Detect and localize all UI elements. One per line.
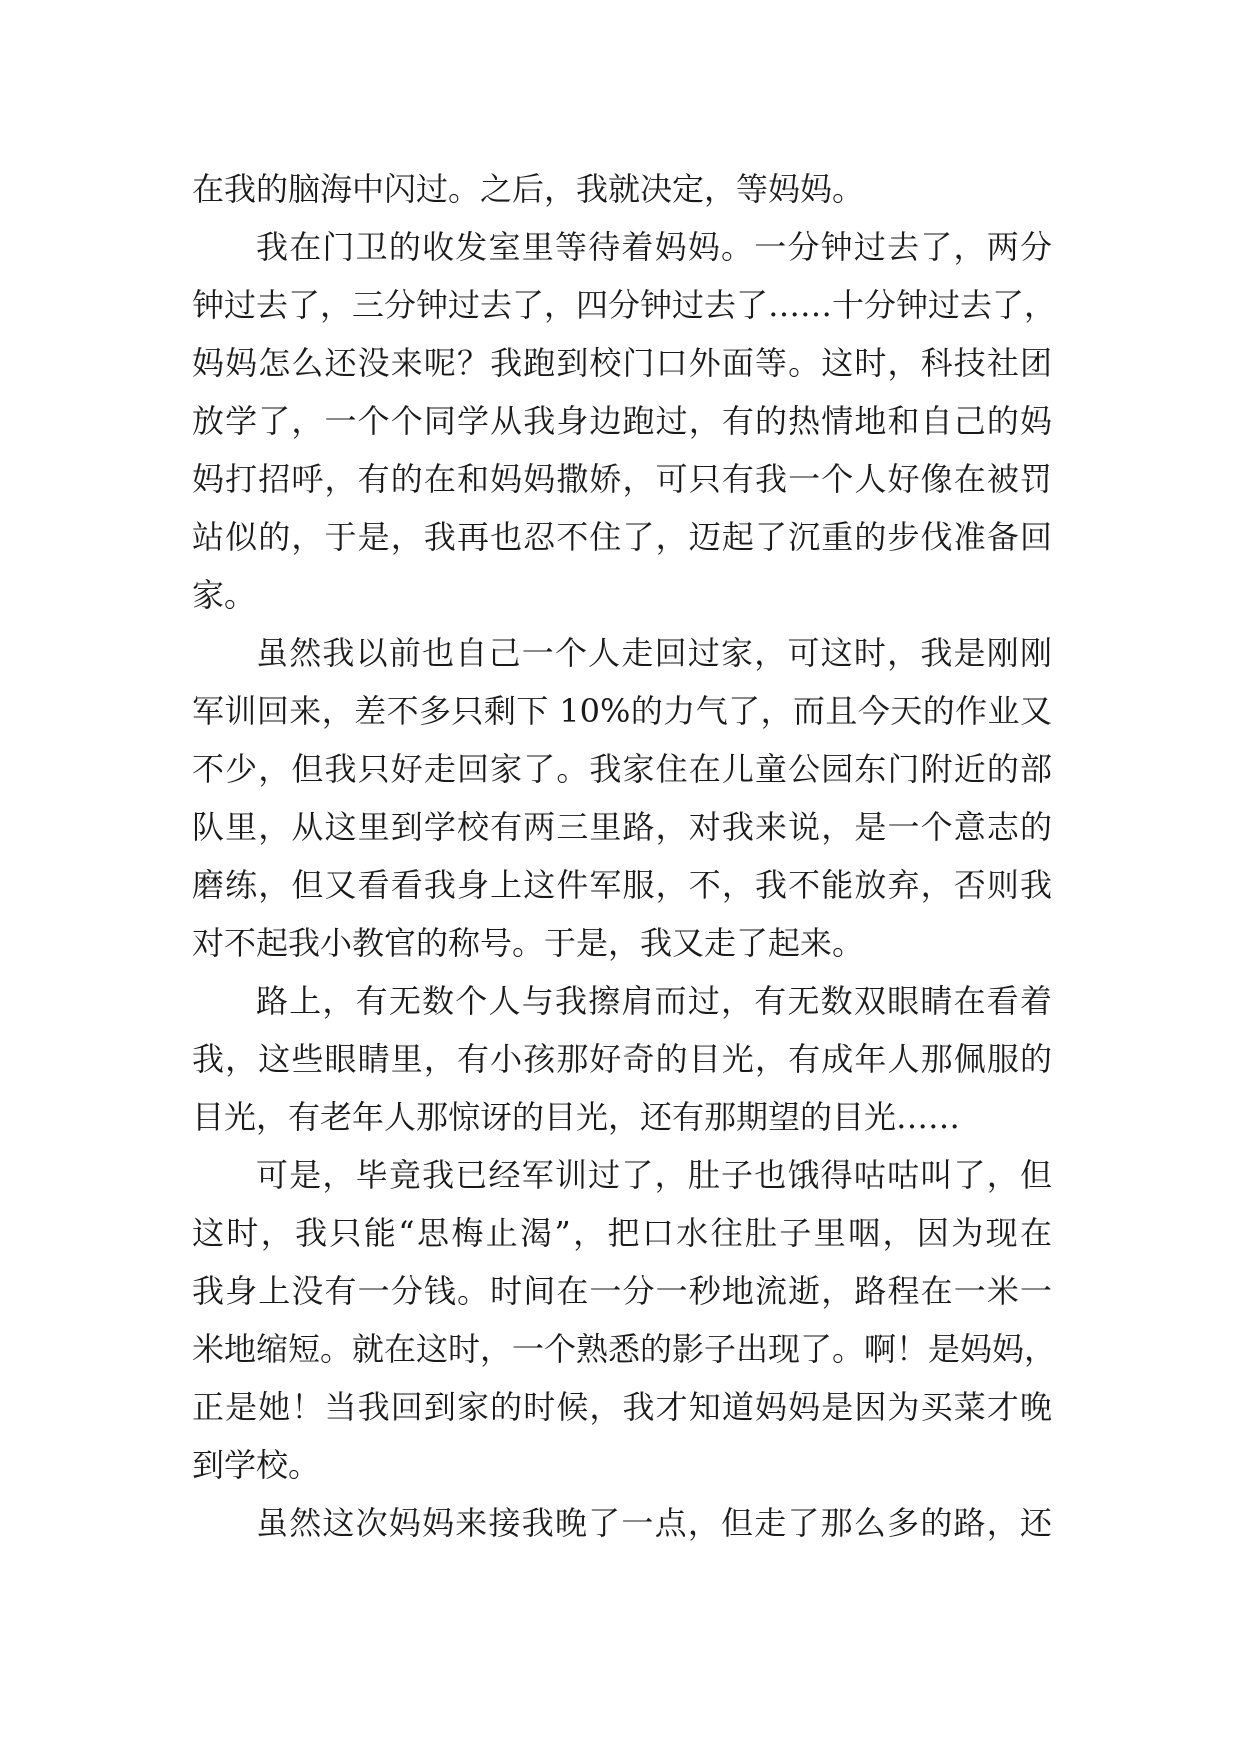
text-line: 妈妈怎么还没来呢？我跑到校门口外面等。这时，科技社团 bbox=[192, 344, 1052, 382]
text-line: 我，这些眼睛里，有小孩那好奇的目光，有成年人那佩服的 bbox=[192, 1040, 1052, 1078]
text-line: 我身上没有一分钱。时间在一分一秒地流逝，路程在一米一 bbox=[192, 1272, 1052, 1310]
text-line: 对不起我小教官的称号。于是，我又走了起来。 bbox=[192, 924, 865, 962]
text-line: 到学校。 bbox=[192, 1446, 321, 1484]
text-line: 目光，有老年人那惊讶的目光，还有那期望的目光…… bbox=[192, 1098, 961, 1136]
text-line: 妈打招呼，有的在和妈妈撒娇，可只有我一个人好像在被罚 bbox=[192, 460, 1052, 498]
text-line: 在我的脑海中闪过。之后，我就决定，等妈妈。 bbox=[192, 170, 865, 208]
text-line: 这时，我只能“思梅止渴”，把口水往肚子里咽，因为现在 bbox=[192, 1214, 1052, 1252]
text-line: 队里，从这里到学校有两三里路，对我来说，是一个意志的 bbox=[192, 808, 1052, 846]
paragraph-first-line: 虽然我以前也自己一个人走回过家，可这时，我是刚刚 bbox=[256, 634, 1052, 672]
text-line: 军训回来，差不多只剩下 10%的力气了，而且今天的作业又 bbox=[192, 692, 1052, 730]
body-text bbox=[192, 160, 1057, 1552]
text-line: 放学了，一个个同学从我身边跑过，有的热情地和自己的妈 bbox=[192, 402, 1052, 440]
paragraph-first-line: 路上，有无数个人与我擦肩而过，有无数双眼睛在看着 bbox=[256, 982, 1052, 1020]
text-line: 正是她！当我回到家的时候，我才知道妈妈是因为买菜才晚 bbox=[192, 1388, 1052, 1426]
text-line: 钟过去了，三分钟过去了，四分钟过去了……十分钟过去了， bbox=[192, 286, 1057, 324]
text-line: 站似的，于是，我再也忍不住了，迈起了沉重的步伐准备回 bbox=[192, 518, 1052, 556]
text-line: 磨练，但又看看我身上这件军服，不，我不能放弃，否则我 bbox=[192, 866, 1052, 904]
text-line: 家。 bbox=[192, 576, 257, 614]
text-line: 米地缩短。就在这时，一个熟悉的影子出现了。啊！是妈妈， bbox=[192, 1330, 1057, 1368]
paragraph-first-line: 可是，毕竟我已经军训过了，肚子也饿得咕咕叫了，但 bbox=[256, 1156, 1052, 1194]
paragraph-first-line: 我在门卫的收发室里等待着妈妈。一分钟过去了，两分 bbox=[256, 228, 1052, 266]
paragraph-first-line: 虽然这次妈妈来接我晚了一点，但走了那么多的路，还 bbox=[256, 1504, 1052, 1542]
text-line: 不少，但我只好走回家了。我家住在儿童公园东门附近的部 bbox=[192, 750, 1052, 788]
